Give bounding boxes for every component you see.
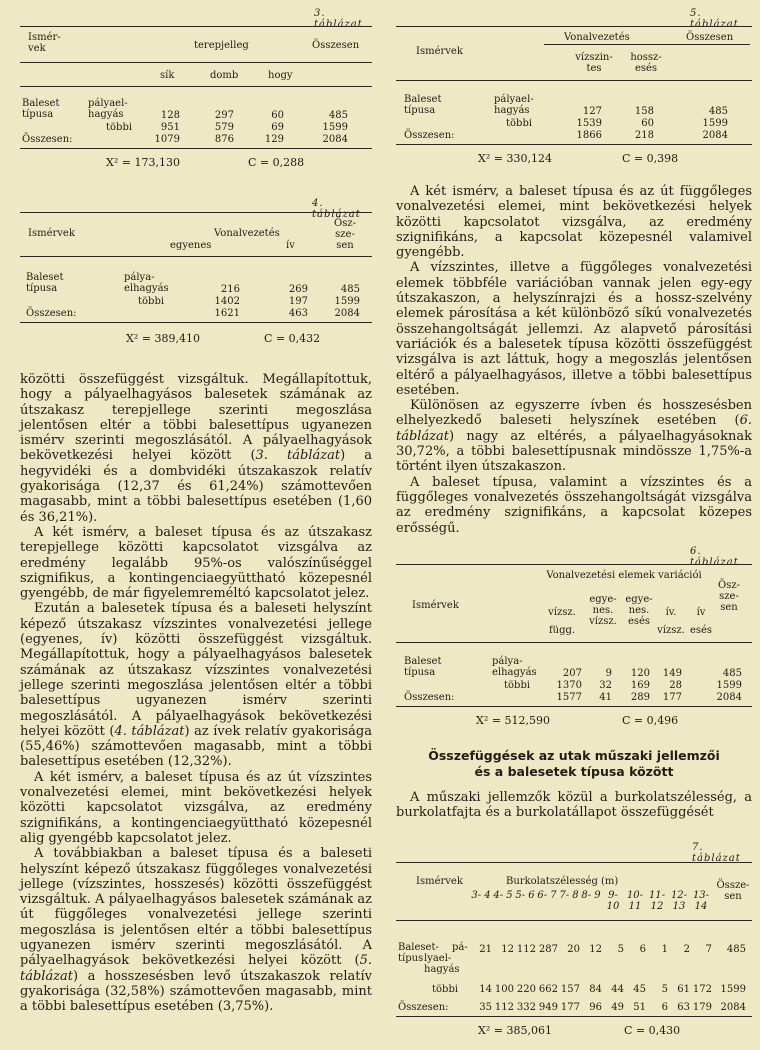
table-7-cell: 100 xyxy=(494,984,514,995)
table-6-cell: 1370 xyxy=(556,680,582,691)
table-3-row-tobbi: többi xyxy=(106,122,133,133)
table-reference: 5. táblázat xyxy=(20,953,372,984)
table-3-sub-sik: sík xyxy=(160,70,175,81)
table-5-chi: X² = 330,124 xyxy=(478,152,552,165)
table-3-cell: 128 xyxy=(160,110,180,121)
table-6-header-vonalvezetes: Vonalvezetési elemek variációi xyxy=(546,570,702,581)
table-6-cell: 1577 xyxy=(556,692,582,703)
table-7-col-header: 11- 12 xyxy=(648,890,666,912)
table-7-col-header: 3- 4 xyxy=(471,890,491,901)
paragraph: A vízszintes, illetve a függőleges vonalvezetési elemek többféle variációban vannak jelen egy-egy útszakaszon, a helyszínrajzi és a hossz-szelvény elemek párosítása a két különböző síkú vonalvezetés összehangoltságát jellemzi. Az alapvető párosítási variációk és a balesetek típusa közötti összefüggést vizsgálva is azt láttuk, hogy a megoszlás jelentősen eltérő a pályaelhagyásos, illetve a többi balesettípus esetében. xyxy=(396,260,752,398)
table-7-cell: 61 xyxy=(677,984,690,995)
table-6-row-label: Baleset típusa xyxy=(404,656,442,678)
table-3-cell: 485 xyxy=(328,110,348,121)
paragraph xyxy=(20,372,372,525)
table-5-cell: 1599 xyxy=(702,118,728,129)
table-7-cell: 5 xyxy=(617,944,624,955)
table-5-cell: 218 xyxy=(634,130,654,141)
text-run: Ezután a balesetek típusa és a baleseti helyszínt képező útszakasz vízszintes vonalvezetési jellege (egyenes, ív) közötti összefüggést vizsgáltuk. Megállapítottuk, hogy a pályaelhagyásos balesetek számának az útszakasz vízszintes vonalvezetési jellege szerinti megoszlása jelentősen eltér a többi balesettípus ugyanezen ismérv szerinti megoszlásától. A pályaelhagyások bekövetkezési helyei között ( xyxy=(20,601,372,739)
text-run: ) nagy az eltérés, a pályaelhagyásoknak 30,72%, a többi balesettípusnak mindössze 1,75%-a történt ilyen útszakaszon. xyxy=(396,428,752,475)
table-6-c: C = 0,496 xyxy=(622,714,679,727)
table-5-sub-vizszintes: vízszin- tes xyxy=(575,52,613,74)
table-7-cell: 332 xyxy=(516,1002,536,1013)
table-7-row-osszesen: Összesen: xyxy=(398,1002,449,1013)
left-body-text xyxy=(20,372,372,1014)
table-7-cell: 96 xyxy=(589,1002,602,1013)
table-5-header-ismervek: Ismérvek xyxy=(416,46,463,57)
table-6-cell: 2084 xyxy=(716,692,742,703)
table-7-cell: 14 xyxy=(479,984,492,995)
table-6-chi: X² = 512,590 xyxy=(476,714,550,727)
table-4 xyxy=(14,0,374,360)
table-6-cell: 1599 xyxy=(716,680,742,691)
table-7-cell: 44 xyxy=(611,984,624,995)
table-6-cell: 9 xyxy=(605,668,612,679)
table-7-cell: 12 xyxy=(589,944,602,955)
table-6-cell: 32 xyxy=(599,680,612,691)
table-3-c: C = 0,288 xyxy=(248,156,305,169)
table-7-cell: 2084 xyxy=(720,1002,746,1013)
table-reference: 3. táblázat xyxy=(255,448,341,464)
table-7-cell: 112 xyxy=(516,944,536,955)
table-5-cell: 1866 xyxy=(576,130,602,141)
table-7-cell: 63 xyxy=(677,1002,690,1013)
table-6-sub: vízsz. függ. xyxy=(548,607,576,636)
table-3-cell: 876 xyxy=(214,134,234,145)
table-7-cell: 49 xyxy=(611,1002,624,1013)
table-7-cell: 2 xyxy=(683,944,690,955)
table-3-sub-hegy: hogy xyxy=(268,70,293,81)
table-6-sub: egye- nes. vízsz. xyxy=(589,594,617,627)
text-run: A továbbiakban a baleset típusa és a baleseti helyszínt képező útszakasz függőleges vonalvezetési jellege (vízszintes, hosszesés) közötti összefüggést vizsgáltuk. A pályaelhagyásos balesetek számának az út függőleges vonalvezetési jellege szerinti megoszlása is jelentősen eltér a többi balesettípus ugyanezen ismérv szerinti megoszlásától. A pályaelhagyások bekövetkezési helyei között ( xyxy=(20,846,372,969)
right-column xyxy=(394,0,754,1050)
section-heading-line: és a balesetek típusa között xyxy=(474,764,674,779)
table-7-cell: 220 xyxy=(516,984,536,995)
table-7-cell: 35 xyxy=(479,1002,492,1013)
table-7-chi: X² = 385,061 xyxy=(478,1024,552,1037)
table-6-row-palyaelhagyas: pálya- elhagyás xyxy=(492,656,537,678)
table-7-col-header: 8- 9 xyxy=(581,890,601,901)
table-7-col-header: 5- 6 xyxy=(515,890,535,901)
table-3-row-palyaelhagyas: pályael- hagyás xyxy=(88,98,128,120)
table-7-c: C = 0,430 xyxy=(624,1024,681,1037)
table-4-header-vonalvezetes: Vonalvezetés xyxy=(214,228,280,239)
table-4-cell: 216 xyxy=(220,284,240,295)
table-4-chi: X² = 389,410 xyxy=(126,332,200,345)
table-7-col-header: 9- 10 xyxy=(606,890,620,912)
table-7-cell: 172 xyxy=(692,984,712,995)
table-7-header-ismervek: Ismérvek xyxy=(416,876,463,887)
table-6-sub: egye- nes. esés xyxy=(625,594,653,627)
table-4-cell: 269 xyxy=(288,284,308,295)
table-4-header-ismervek: Ismérvek xyxy=(28,228,75,239)
table-5-row-tobbi: többi xyxy=(506,118,533,129)
table-5-label: 5. táblázat xyxy=(690,8,739,30)
table-7-cell: 45 xyxy=(633,984,646,995)
table-3-cell: 2084 xyxy=(322,134,348,145)
table-7-cell: 1 xyxy=(661,944,668,955)
table-6-sub: ív esés xyxy=(689,607,713,636)
table-4-cell: 1402 xyxy=(214,296,240,307)
table-4-sub-iv: ív xyxy=(286,240,295,251)
table-7-cell: 7 xyxy=(705,944,712,955)
table-6-row-tobbi: többi xyxy=(504,680,531,691)
table-5-sub-hosszeses: hossz- esés xyxy=(630,52,662,74)
table-7-cell: 1599 xyxy=(720,984,746,995)
table-7-col-header: 10- 11 xyxy=(626,890,644,912)
table-7-cell: 157 xyxy=(560,984,580,995)
text-run: közötti összefüggést vizsgáltuk. Megállapítottuk, hogy a pályaelhagyásos balesetek számának az útszakasz terepjellege szerinti megoszlása jelentősen eltér a többi balesettípus ugyanezen ismérv szerinti megoszlásától. A pályaelhagyások bekövetkezési helyei között ( xyxy=(20,372,372,464)
table-3-header-ismervek: Ismér- vek xyxy=(28,32,61,54)
table-7 xyxy=(394,0,754,1050)
table-3-cell: 1079 xyxy=(154,134,180,145)
paragraph: A két ismérv, a baleset típusa és az út vízszintes vonalvezetési elemei, mint bekövetkezési helyek közötti kapcsolatot vizsgálva, az eredmény szignifikáns, a kontingenciaegyüttható közepesnél alig gyengébb kapcsolatot jelez. xyxy=(20,769,372,846)
table-5-cell: 60 xyxy=(641,118,654,129)
table-4-cell: 2084 xyxy=(334,308,360,319)
text-run: ) az ívek relatív gyakorisága (55,46%) számottevően magasabb, mint a többi balesettípus esetében (12,32%). xyxy=(20,723,372,770)
table-reference: 6. táblázat xyxy=(396,413,752,444)
table-4-cell: 485 xyxy=(340,284,360,295)
table-6-header-ismervek: Ismérvek xyxy=(412,600,459,611)
table-6-cell: 177 xyxy=(662,692,682,703)
table-5-header-vonalvezetes: Vonalvezetés xyxy=(564,32,630,43)
table-7-cell: 84 xyxy=(589,984,602,995)
table-7-cell: 6 xyxy=(661,1002,668,1013)
table-6-label: 6. táblázat xyxy=(690,546,739,568)
table-6-cell: 207 xyxy=(562,668,582,679)
paragraph: A két ismérv, a baleset típusa és az útszakasz terepjellege közötti kapcsolatot vizsgálva az eredmény legalább 95%-os valószínűséggel szignifikus, a kontingenciaegyüttható közepesnél gyengébb, de már figyelemreméltó kapcsolatot jelez. xyxy=(20,524,372,602)
table-7-cell: 179 xyxy=(692,1002,712,1013)
table-7-col-header: 12- 13 xyxy=(670,890,688,912)
table-6-cell: 169 xyxy=(630,680,650,691)
text-run: Különösen az egyszerre ívben és hosszesésben elhelyezkedő baleseti helyszínek esetében ( xyxy=(396,398,752,429)
table-6-row-osszesen: Összesen: xyxy=(404,692,455,703)
paragraph xyxy=(20,601,372,769)
table-4-cell: 463 xyxy=(288,308,308,319)
table-6-cell: 149 xyxy=(662,668,682,679)
table-5-header-osszesen: Összesen xyxy=(686,32,734,43)
table-7-cell: 485 xyxy=(726,944,746,955)
table-3-sub-domb: domb xyxy=(210,70,239,81)
paragraph: A baleset típusa, valamint a vízszintes és a függőleges vonalvezetés összehangoltságát vizsgálva az eredmény szignifikáns, a kapcsolat közepes erősségű. xyxy=(396,474,752,536)
table-7-row-palyaelhagyas: pá- lyael- hagyás xyxy=(424,942,468,975)
table-5-row-osszesen: Összesen: xyxy=(404,130,455,141)
text-run: ) a hosszesésben levő útszakaszok relatív gyakorisága (32,58%) számottevően magasabb, mint a többi balesettípus esetében (3,75%). xyxy=(20,968,372,1015)
table-7-cell: 177 xyxy=(560,1002,580,1013)
table-7-header-burkolatszelesseg: Burkolatszélesség (m) xyxy=(506,876,619,887)
table-3-cell: 951 xyxy=(160,122,180,133)
section-heading-line: Összefüggések az utak műszaki jellemzői xyxy=(428,748,720,763)
table-5-cell: 158 xyxy=(634,106,654,117)
table-4-header-osszesen: Ösz- sze- sen xyxy=(334,218,356,251)
table-7-header-osszesen: Össze- sen xyxy=(716,880,750,902)
table-3-row-label: Baleset típusa xyxy=(22,98,60,120)
table-5-row-palyaelhagyas: pályael- hagyás xyxy=(494,94,534,116)
table-5-cell: 2084 xyxy=(702,130,728,141)
table-3-row-osszesen: Összesen: xyxy=(22,134,73,145)
table-7-row-label: Baleset- típus xyxy=(398,942,439,964)
table-7-col-header: 4- 5 xyxy=(493,890,513,901)
table-4-cell: 1621 xyxy=(214,308,240,319)
table-4-cell: 197 xyxy=(288,296,308,307)
table-7-cell: 949 xyxy=(538,1002,558,1013)
table-3-header-terepjelleg: terepjelleg xyxy=(194,40,249,51)
text-run: ) a hegyvidéki és a dombvidéki útszakaszok relatív gyakorisága (12,37 és 61,24%) számottevően magasabb, mint a többi balesettípus esetében (1,60 és 36,21%). xyxy=(20,448,372,525)
table-6-cell: 28 xyxy=(669,680,682,691)
table-5-cell: 485 xyxy=(708,106,728,117)
left-column xyxy=(14,0,374,1050)
table-4-row-tobbi: többi xyxy=(138,296,165,307)
table-6-sub: ív. vízsz. xyxy=(657,607,685,636)
table-4-row-palyaelhagyas: pálya- elhagyás xyxy=(124,272,169,294)
table-7-cell: 20 xyxy=(567,944,580,955)
table-7-cell: 112 xyxy=(494,1002,514,1013)
table-3-cell: 579 xyxy=(214,122,234,133)
table-5-c: C = 0,398 xyxy=(622,152,679,165)
table-7-row-tobbi: többi xyxy=(432,984,459,995)
table-5-cell: 127 xyxy=(582,106,602,117)
table-4-label: 4. táblázat xyxy=(312,198,361,220)
table-3-cell: 60 xyxy=(271,110,284,121)
table-7-col-header: 13- 14 xyxy=(692,890,710,912)
paragraph xyxy=(20,846,372,1014)
table-3-cell: 129 xyxy=(264,134,284,145)
table-5-row-label: Baleset típusa xyxy=(404,94,442,116)
table-6-header-osszesen: Ösz- sze- sen xyxy=(718,580,740,613)
table-4-row-osszesen: Összesen: xyxy=(26,308,77,319)
table-7-cell: 6 xyxy=(639,944,646,955)
table-7-cell: 662 xyxy=(538,984,558,995)
table-3-label: 3. táblázat xyxy=(314,8,363,30)
table-4-row-label: Baleset típusa xyxy=(26,272,64,294)
table-7-cell: 21 xyxy=(479,944,492,955)
table-5-cell: 1539 xyxy=(576,118,602,129)
table-6-cell: 289 xyxy=(630,692,650,703)
table-4-c: C = 0,432 xyxy=(264,332,321,345)
table-7-col-header: 7- 8 xyxy=(559,890,579,901)
table-3-cell: 69 xyxy=(271,122,284,133)
table-reference: 4. táblázat xyxy=(114,723,185,739)
paragraph: A két ismérv, a baleset típusa és az út függőleges vonalvezetési elemei, mint bekövetkezési helyek közötti kapcsolatot vizsgálva, az eredmény szignifikáns, a kapcsolat közepesnél valamivel gyengébb. xyxy=(396,184,752,261)
table-6-cell: 41 xyxy=(599,692,612,703)
table-3-header-osszesen: Összesen xyxy=(312,40,360,51)
table-7-cell: 5 xyxy=(661,984,668,995)
table-4-cell: 1599 xyxy=(334,296,360,307)
table-6-cell: 485 xyxy=(722,668,742,679)
table-7-cell: 51 xyxy=(633,1002,646,1013)
paragraph: A műszaki jellemzők közül a burkolatszélesség, a burkolatfajta és a burkolatállapot összefüggését xyxy=(396,790,752,821)
table-7-label: 7. táblázat xyxy=(692,842,741,864)
table-3-cell: 297 xyxy=(214,110,234,121)
table-3-cell: 1599 xyxy=(322,122,348,133)
table-4-sub-egyenes: egyenes xyxy=(170,240,212,251)
table-6-cell: 120 xyxy=(630,668,650,679)
table-7-cell: 12 xyxy=(501,944,514,955)
table-3-chi: X² = 173,130 xyxy=(106,156,180,169)
table-7-col-header: 6- 7 xyxy=(537,890,557,901)
table-7-cell: 287 xyxy=(538,944,558,955)
